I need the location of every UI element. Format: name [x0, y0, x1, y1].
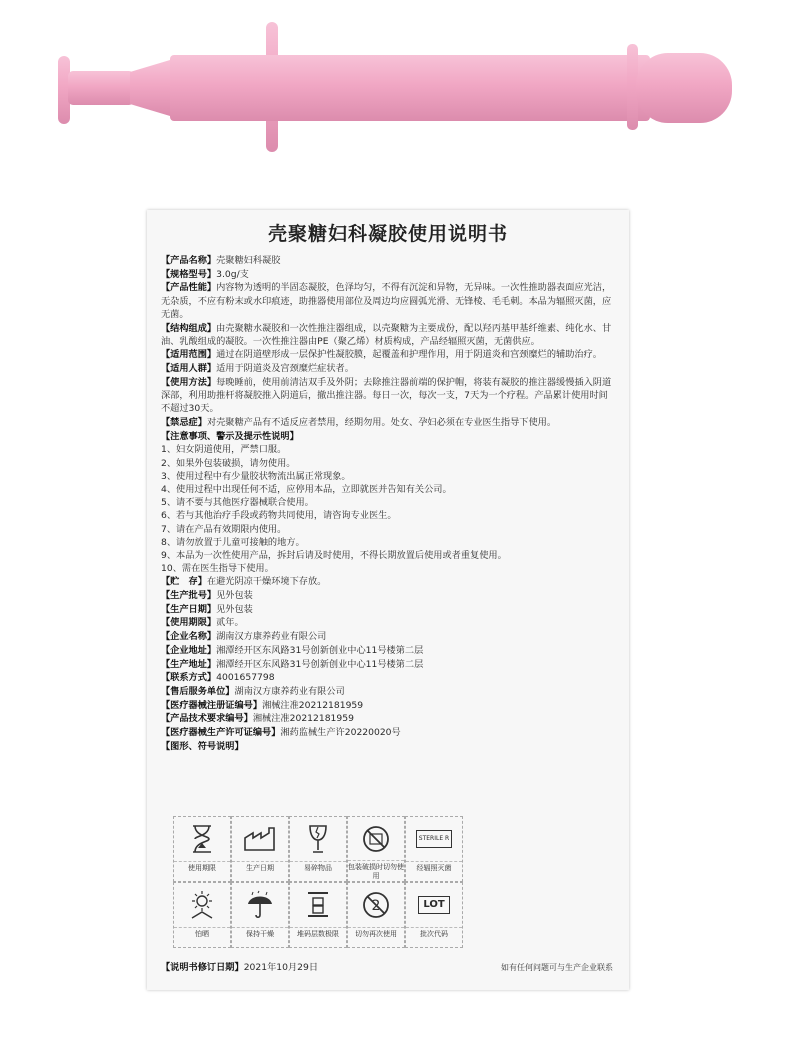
sterile-r-icon: STERILE R [406, 817, 462, 861]
info-symbols-heading: 【图形、符号说明】 [161, 740, 244, 752]
section-precautions-heading: 【注意事项、警示及提示性说明】 [161, 430, 299, 442]
symbol-cell: 使用期限 [173, 816, 231, 882]
info-tech-req-no: 【产品技术要求编号】湘械注准20212181959 [161, 713, 354, 725]
note-item: 10、需在医生指导下使用。 [161, 563, 274, 575]
note-item: 7、请在产品有效期限内使用。 [161, 523, 287, 535]
info-license-no: 【医疗器械生产许可证编号】湘药监械生产许20220020号 [161, 727, 401, 739]
info-production-address: 【生产地址】湘潭经开区东风路31号创新创业中心11号楼第二层 [161, 658, 424, 670]
info-production-date: 【生产日期】见外包装 [161, 603, 253, 615]
symbol-cell: 怕晒 [173, 882, 231, 948]
factory-icon [232, 817, 288, 861]
info-after-sales: 【售后服务单位】湖南汉方康养药业有限公司 [161, 686, 345, 697]
keep-away-sunlight-icon [174, 883, 230, 927]
symbols-grid [173, 816, 463, 948]
revision-date: 【说明书修订日期】2021年10月29日 [161, 961, 319, 973]
section-scope: 【适用范围】通过在阴道壁形成一层保护性凝胶膜，起覆盖和护理作用，用于阴道炎和宫颈糜烂的辅助治疗。 [161, 349, 602, 361]
instruction-leaflet [147, 210, 629, 990]
umbrella-icon [232, 883, 288, 927]
info-contact: 【联系方式】4001657798 [161, 672, 275, 684]
leaflet-body [161, 254, 615, 754]
section-usage: 【使用方法】每晚睡前，使用前清洁双手及外阴；去除推注器前端的保护帽，将装有凝胶的推注器缓慢插入阴道深部，利用助推杆将凝胶推入阴道后，撤出推注器。每日一次，每次一支，7天为一个疗程。产品累计使用时间不超过30天。 [161, 376, 612, 415]
note-item: 3、使用过程中有少量胶状物流出属正常现象。 [161, 470, 351, 482]
info-batch: 【生产批号】见外包装 [161, 590, 253, 602]
section-performance: 【产品性能】内容物为透明的半固态凝胶，色泽均匀，不得有沉淀和异物，无异味。一次性推助器表面应光洁，无杂质，不应有粉末或水印痕迹，助推器使用部位及周边均应圆弧光滑、无锋棱、毛毛刺。本品为辐照灭菌，应无菌。 [161, 282, 612, 320]
note-item: 5、请不要与其他医疗器械联合使用。 [161, 497, 314, 509]
note-item: 1、妇女阴道使用，严禁口服。 [161, 444, 287, 456]
symbol-cell: 堆码层数极限 [289, 882, 347, 948]
note-item: 4、使用过程中出现任何不适，应停用本品，立即就医并告知有关公司。 [161, 483, 452, 495]
note-item: 6、若与其他治疗手段或药物共同使用，请咨询专业医生。 [161, 510, 397, 522]
info-company-name: 【企业名称】湖南汉方康养药业有限公司 [161, 631, 327, 643]
section-spec: 【规格型号】3.0g/支 [161, 268, 249, 280]
info-company-address: 【企业地址】湘潭经开区东风路31号创新创业中心11号楼第二层 [161, 644, 424, 656]
symbol-cell: 2 切勿再次使用 [347, 882, 405, 948]
svg-text:2: 2 [371, 898, 381, 914]
info-shelf-life: 【使用期限】贰年。 [161, 617, 244, 629]
barrel-tip [636, 53, 732, 123]
info-storage: 【贮 存】在避光阴凉干燥环境下存放。 [161, 576, 327, 588]
note-item: 9、本品为一次性使用产品，拆封后请及时使用，不得长期放置后使用或者重复使用。 [161, 549, 507, 561]
fragile-glass-icon [290, 817, 346, 861]
symbol-cell: 生产日期 [231, 816, 289, 882]
section-composition: 【结构组成】由壳聚糖水凝胶和一次性推注器组成，以壳聚糖为主要成份，配以羟丙基甲基纤维素、纯化水、甘油、乳酸组成的凝胶。一次性推注器由PE（聚乙烯）材质构成，产品经辐照灭菌，无菌供应。 [161, 322, 612, 347]
section-target-users: 【适用人群】适用于阴道炎及宫颈糜烂症状者。 [161, 363, 354, 375]
symbol-cell: 保持干燥 [231, 882, 289, 948]
symbol-cell: LOT 批次代码 [405, 882, 463, 948]
note-item: 8、请勿放置于儿童可接触的地方。 [161, 536, 305, 548]
leaflet-title: 壳聚糖妇科凝胶使用说明书 [267, 223, 508, 245]
damaged-package-icon [348, 817, 404, 860]
section-contraindications: 【禁忌症】对壳聚糖产品有不适反应者禁用，经期勿用。处女、孕妇必须在专业医生指导下使用。 [161, 416, 557, 428]
section-product-name: 【产品名称】壳聚糖妇科凝胶 [161, 255, 281, 266]
do-not-reuse-icon [348, 883, 404, 927]
plunger-rod [68, 71, 134, 105]
stacking-limit-icon [290, 883, 346, 927]
gel-applicator-image [0, 0, 790, 160]
barrel [170, 55, 650, 121]
hourglass-icon [174, 817, 230, 861]
plunger-taper [130, 60, 170, 116]
note-item: 2、如果外包装破损，请勿使用。 [161, 457, 296, 469]
symbol-cell: 易碎物品 [289, 816, 347, 882]
info-registration-no: 【医疗器械注册证编号】湘械注准20212181959 [161, 699, 364, 711]
lot-icon: LOT [406, 883, 462, 927]
contact-note: 如有任何问题可与生产企业联系 [501, 962, 613, 972]
symbol-cell: STERILE R 经辐照灭菌 [405, 816, 463, 882]
symbol-cell: 包装破损时切勿使用 [347, 816, 405, 882]
